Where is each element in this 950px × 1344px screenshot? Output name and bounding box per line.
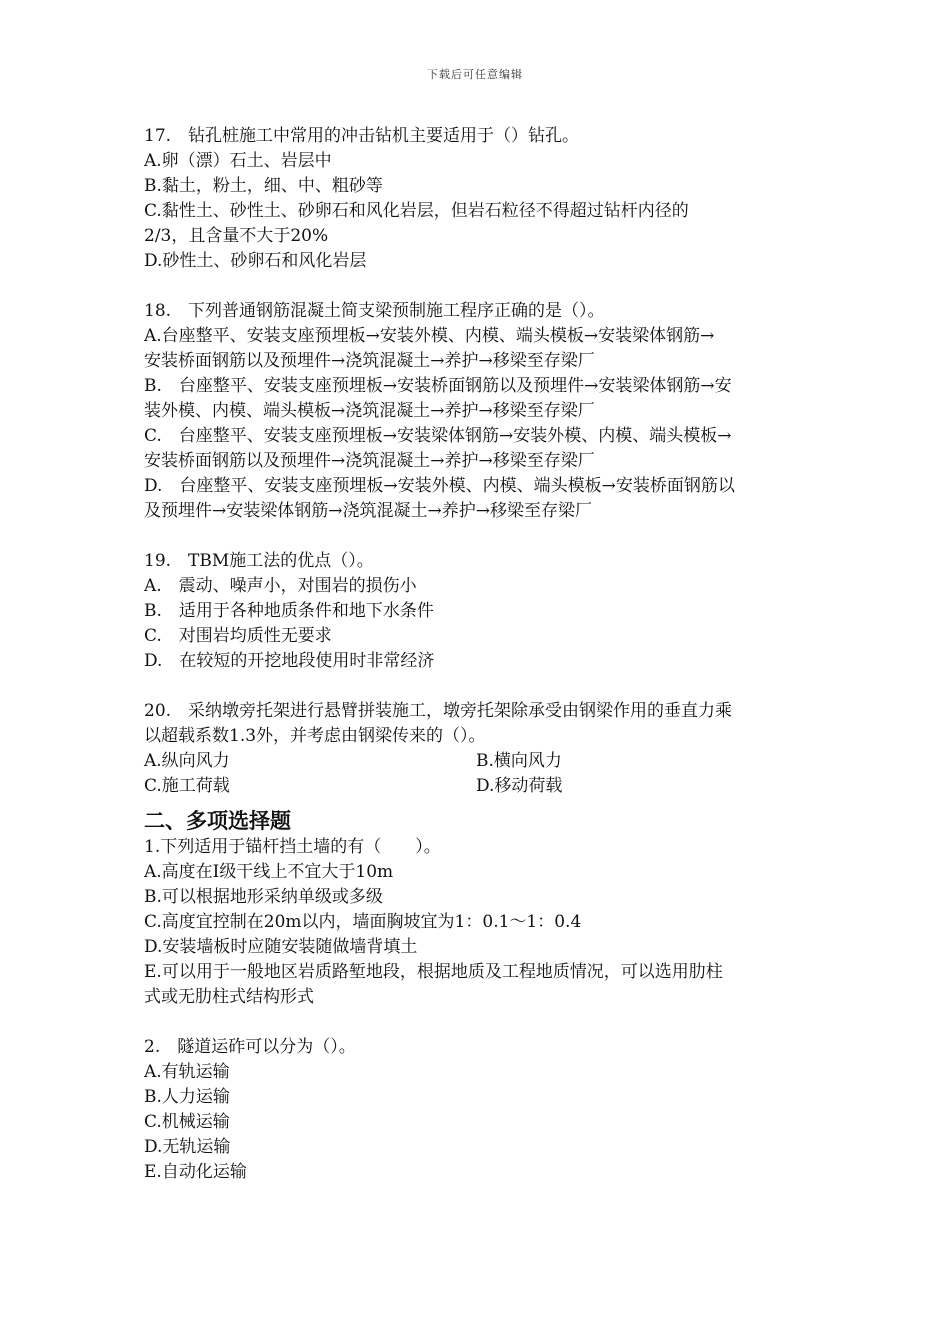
option-b: B.黏土，粉土，细、中、粗砂等 [144,176,383,196]
question-18 [144,299,808,524]
option-a: A. 震动、噪声小，对围岩的损伤小 [144,576,417,596]
option-a: A.纵向风力 [144,751,230,771]
option-d-continued: 及预埋件→安装梁体钢筋→浇筑混凝土→养护→移梁至存梁厂 [144,501,592,521]
question-17 [144,124,808,274]
option-d: D.砂性土、砂卵石和风化岩层 [144,251,367,271]
section-title: 二、多项选择题 [144,809,291,833]
option-a-continued: 安装桥面钢筋以及预埋件→浇筑混凝土→养护→移梁至存梁厂 [144,351,595,371]
multi-question-2 [144,1035,808,1185]
question-stem-continued: 以超载系数1.3外，并考虑由钢梁传来的（）。 [144,726,486,746]
question-stem: 2. 隧道运砟可以分为（）。 [144,1037,356,1057]
option-c: C. 台座整平、安装支座预埋板→安装梁体钢筋→安装外模、内模、端头模板→ [144,426,732,446]
option-e-continued: 式或无肋柱式结构形式 [144,987,314,1007]
option-d: D.安装墙板时应随安装随做墙背填土 [144,937,418,957]
option-c-continued: 2/3，且含量不大于20% [144,226,329,246]
page-header: 下载后可任意编辑 [427,68,523,81]
option-e: E.自动化运输 [144,1162,247,1182]
option-d: D. 台座整平、安装支座预埋板→安装外模、内模、端头模板→安装桥面钢筋以 [144,476,735,496]
question-stem: 20. 采纳墩旁托架进行悬臂拼装施工，墩旁托架除承受由钢梁作用的垂直力乘 [144,701,733,721]
option-a: A.卵（漂）石土、岩层中 [144,151,332,171]
option-c: C.施工荷载 [144,776,230,796]
option-b: B. 台座整平、安装支座预埋板→安装桥面钢筋以及预埋件→安装梁体钢筋→安 [144,376,732,396]
question-stem: 17. 钻孔桩施工中常用的冲击钻机主要适用于（）钻孔。 [144,126,580,146]
option-a: A.台座整平、安装支座预埋板→安装外模、内模、端头模板→安装梁体钢筋→ [144,326,715,346]
question-19 [144,549,808,674]
multi-question-1 [144,835,808,1010]
question-20 [144,699,808,799]
option-c: C.机械运输 [144,1112,230,1132]
option-d: D.无轨运输 [144,1137,231,1157]
option-c: C.黏性土、砂性土、砂卵石和风化岩层，但岩石粒径不得超过钻杆内径的 [144,201,689,221]
option-e: E.可以用于一般地区岩质路堑地段，根据地质及工程地质情况，可以选用肋柱 [144,962,723,982]
option-b: B.人力运输 [144,1087,230,1107]
option-b: B.可以根据地形采纳单级或多级 [144,887,383,907]
option-b: B. 适用于各种地质条件和地下水条件 [144,601,434,621]
option-b: B.横向风力 [476,751,562,771]
question-stem: 19. TBM施工法的优点（）。 [144,551,374,571]
option-a: A.高度在Ⅰ级干线上不宜大于10m [144,862,394,882]
option-c: C.高度宜控制在20m以内，墙面胸坡宜为1：0.1～1：0.4 [144,912,582,932]
options-row [144,749,808,774]
question-stem: 1.下列适用于锚杆挡土墙的有（ ）。 [144,837,441,857]
option-c-continued: 安装桥面钢筋以及预埋件→浇筑混凝土→养护→移梁至存梁厂 [144,451,595,471]
option-c: C. 对围岩均质性无要求 [144,626,332,646]
options-row [144,774,808,799]
question-stem: 18. 下列普通钢筋混凝土简支梁预制施工程序正确的是（）。 [144,301,605,321]
option-a: A.有轨运输 [144,1062,230,1082]
option-b-continued: 装外模、内模、端头模板→浇筑混凝土→养护→移梁至存梁厂 [144,401,595,421]
document-body [144,124,808,1185]
option-d: D.移动荷载 [476,776,563,796]
option-d: D. 在较短的开挖地段使用时非常经济 [144,651,435,671]
